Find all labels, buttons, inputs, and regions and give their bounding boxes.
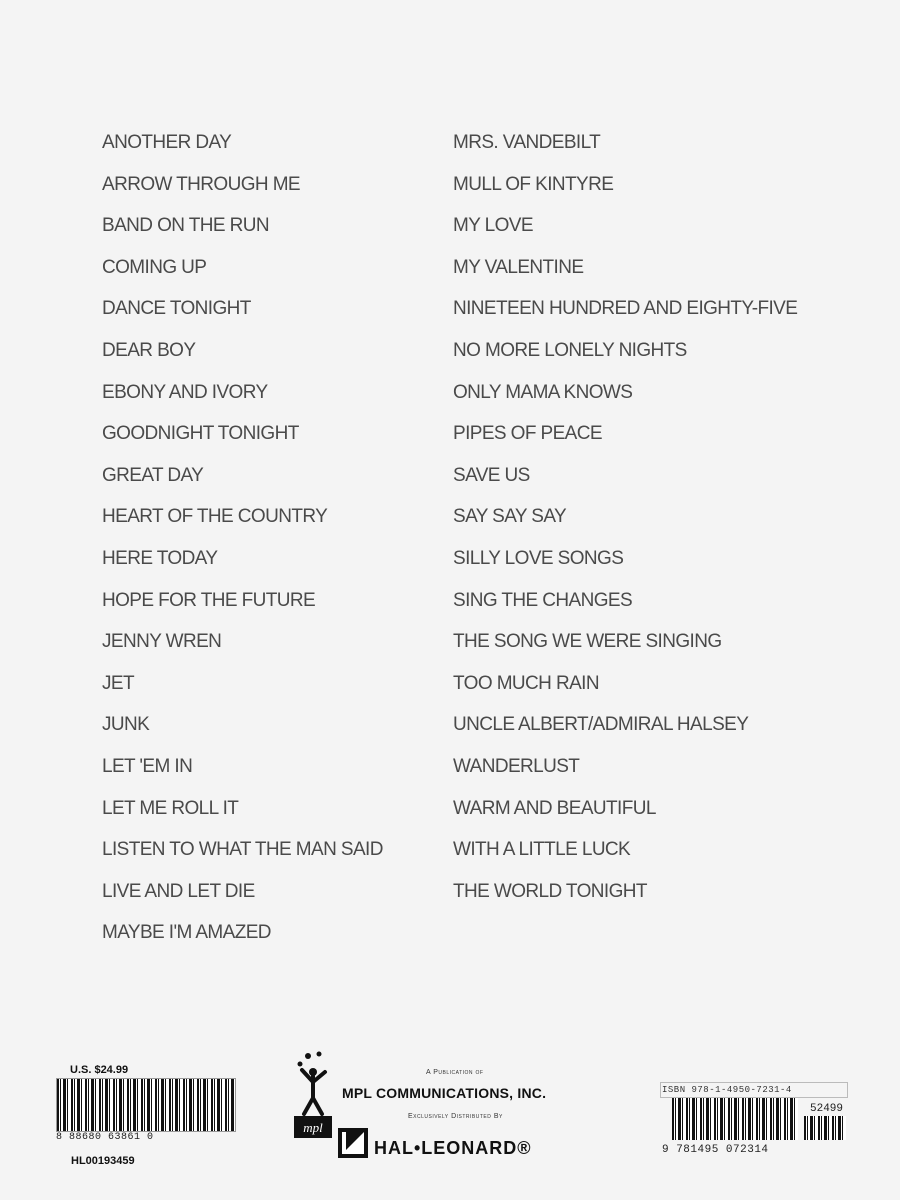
song-title: UNCLE ALBERT/ADMIRAL HALSEY bbox=[453, 714, 749, 736]
song-title: SING THE CHANGES bbox=[453, 589, 633, 611]
song-title: EBONY AND IVORY bbox=[102, 381, 268, 403]
song-title: WITH A LITTLE LUCK bbox=[453, 839, 631, 861]
song-title: MRS. VANDEBILT bbox=[453, 132, 601, 153]
song-title: THE SONG WE WERE SINGING bbox=[453, 631, 722, 653]
song-title: LIVE AND LET DIE bbox=[102, 880, 255, 902]
publisher-name: MPL COMMUNICATIONS, INC. bbox=[342, 1085, 547, 1101]
song-title: MAYBE I'M AMAZED bbox=[102, 922, 271, 944]
mpl-juggler-logo bbox=[292, 1050, 334, 1140]
song-title: LET ME ROLL IT bbox=[102, 797, 239, 819]
song-title: SAVE US bbox=[453, 464, 530, 486]
song-title: DEAR BOY bbox=[102, 339, 196, 361]
upc-digits: 8 88680 63861 0 bbox=[56, 1132, 154, 1143]
song-title: HERE TODAY bbox=[102, 547, 218, 569]
hal-leonard-logo-icon bbox=[338, 1128, 368, 1158]
song-title: GREAT DAY bbox=[102, 464, 204, 486]
song-title: DANCE TONIGHT bbox=[102, 298, 251, 320]
song-title: JET bbox=[102, 672, 134, 694]
distribution-label: Exclusively Distributed By bbox=[408, 1113, 503, 1120]
upc-barcode bbox=[56, 1078, 236, 1132]
song-title: ANOTHER DAY bbox=[102, 132, 232, 153]
song-title: PIPES OF PEACE bbox=[453, 423, 602, 445]
isbn-barcode-digits: 9 781495 072314 bbox=[662, 1144, 769, 1156]
song-title: JENNY WREN bbox=[102, 631, 222, 653]
song-title: WARM AND BEAUTIFUL bbox=[453, 797, 656, 819]
song-title: BAND ON THE RUN bbox=[102, 215, 269, 237]
price-code: 52499 bbox=[810, 1103, 844, 1115]
song-title: SILLY LOVE SONGS bbox=[453, 547, 624, 569]
song-list-left bbox=[102, 129, 383, 961]
song-title: HOPE FOR THE FUTURE bbox=[102, 589, 316, 611]
isbn-barcode bbox=[672, 1098, 798, 1140]
song-title: JUNK bbox=[102, 714, 150, 736]
song-title: MULL OF KINTYRE bbox=[453, 173, 614, 195]
song-title: NO MORE LONELY NIGHTS bbox=[453, 339, 687, 361]
song-title: ONLY MAMA KNOWS bbox=[453, 381, 633, 403]
price-label: U.S. $24.99 bbox=[70, 1064, 129, 1076]
song-title: TOO MUCH RAIN bbox=[453, 672, 599, 694]
publication-label: A Publication of bbox=[426, 1069, 484, 1076]
song-title: NINETEEN HUNDRED AND EIGHTY-FIVE bbox=[453, 298, 798, 320]
song-title: WANDERLUST bbox=[453, 755, 580, 777]
isbn-label: ISBN 978-1-4950-7231-4 bbox=[662, 1085, 792, 1095]
song-title: SAY SAY SAY bbox=[453, 506, 567, 528]
song-title: HEART OF THE COUNTRY bbox=[102, 506, 328, 528]
song-title: MY VALENTINE bbox=[453, 256, 584, 278]
song-title: GOODNIGHT TONIGHT bbox=[102, 423, 299, 445]
product-code: HL00193459 bbox=[71, 1155, 135, 1167]
song-title: ARROW THROUGH ME bbox=[102, 173, 300, 195]
song-title: MY LOVE bbox=[453, 215, 533, 237]
song-title: THE WORLD TONIGHT bbox=[453, 880, 647, 902]
song-title: COMING UP bbox=[102, 256, 207, 278]
distributor-name: HAL•LEONARD® bbox=[374, 1138, 532, 1158]
song-title: LET 'EM IN bbox=[102, 755, 193, 777]
song-list-right bbox=[453, 129, 797, 919]
song-title: LISTEN TO WHAT THE MAN SAID bbox=[102, 839, 383, 861]
price-barcode bbox=[804, 1116, 846, 1140]
mpl-logo-text: mpl bbox=[303, 1120, 323, 1135]
